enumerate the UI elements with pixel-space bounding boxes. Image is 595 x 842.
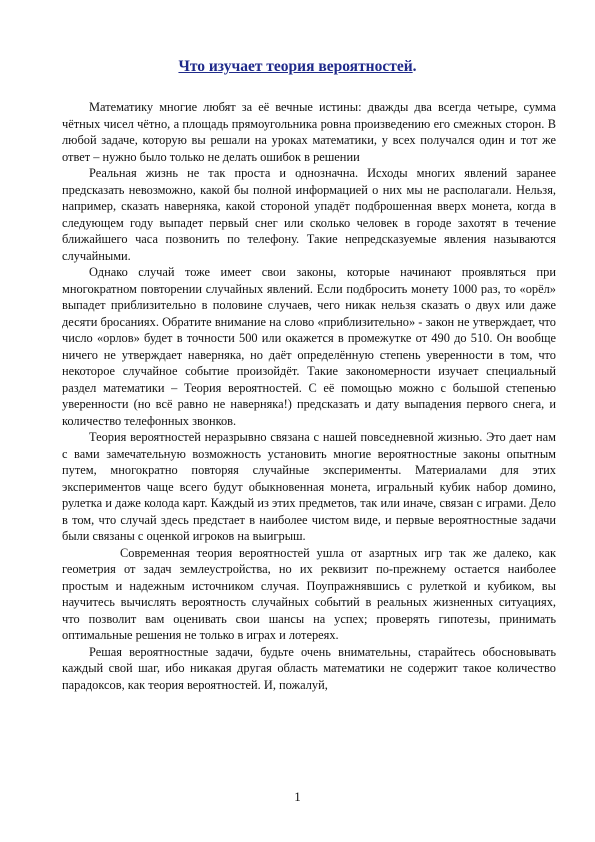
paragraph-5: Современная теория вероятностей ушла от азартных игр так же далеко, как геометрия от задач землеустройства, но их реквизит по-прежнему остается наиболее простым и надежным источником случая. Поупражнявшись с рулеткой и кубиком, вы научитесь вычислять вероятность случайных событий в реальных жизненных ситуациях, что позволит вам оценивать свои шансы на успех; проверять гипотезы, принимать оптимальные решения не только в играх и лотереях. — [62, 545, 556, 642]
document-body — [62, 99, 556, 693]
page-number: 1 — [294, 789, 301, 804]
title-dot: . — [412, 58, 417, 75]
paragraph-4: Теория вероятностей неразрывно связана с нашей повседневной жизнью. Это дает нам с вами замечательную возможность установить многие вероятностные законы опытным путем, многократно повторяя случайные эксперименты. Материалами для этих экспериментов чаще всего будут обыкновенная монета, игральный кубик набор домино, рулетка и даже колода карт. Каждый из этих предметов, так или иначе, связан с играми. Дело в том, что случай здесь предстает в наиболее чистом виде, и первые вероятностные задачи были связаны с оценкой игроков на выигрыш. — [62, 430, 556, 543]
paragraph-2: Реальная жизнь не так проста и однозначна. Исходы многих явлений заранее предсказать невозможно, какой бы полной информацией о них мы не располагали. Нельзя, например, сказать наверняка, какой стороной упадёт подброшенная вверх монета, когда в следующем году выпадет первый снег или сколько человек в городе захотят в течение ближайшего часа позвонить по телефону. Такие непредсказуемые явления называются случайными. — [62, 166, 556, 263]
paragraph-1: Математику многие любят за её вечные истины: дважды два всегда четыре, сумма чётных чисел чётно, а площадь прямоугольника ровна произведению его смежных сторон. В любой задаче, которую вы решали на уроках математики, у всех получался один и тот же ответ – нужно было только не делать ошибок в решении — [62, 100, 556, 164]
title-text: Что изучает теория вероятностей — [178, 58, 413, 75]
paragraph-6: Решая вероятностные задачи, будьте очень внимательны, старайтесь обосновывать каждый свой шаг, ибо никакая другая область математики не содержит такое количество парадоксов, как теория вероятностей. И, пожалуй, — [62, 644, 556, 692]
paragraph-3: Однако случай тоже имеет свои законы, которые начинают проявляться при многократном повторении случайных явлений. Если подбросить монету 1000 раз, то «орёл» выпадет приблизительно в половине случаев, чего никак нельзя сказать о двух или даже десяти бросаниях. Обратите внимание на слово «приблизительно» - закон не утверждает, что число «орлов» будет в точности 500 или окажется в промежутке от 490 до 510. Он вообще ничего не утверждает наверняка, но даёт определённую степень уверенности в том, что некоторое случайное событие произойдёт. Такие закономерности изучает специальный раздел математики – Теория вероятностей. С её помощью можно с большой степенью уверенности (но всё равно не наверняка!) предсказать и дату выпадения первого снега, и количество телефонных звонков. — [62, 265, 556, 428]
page-title — [0, 58, 595, 76]
